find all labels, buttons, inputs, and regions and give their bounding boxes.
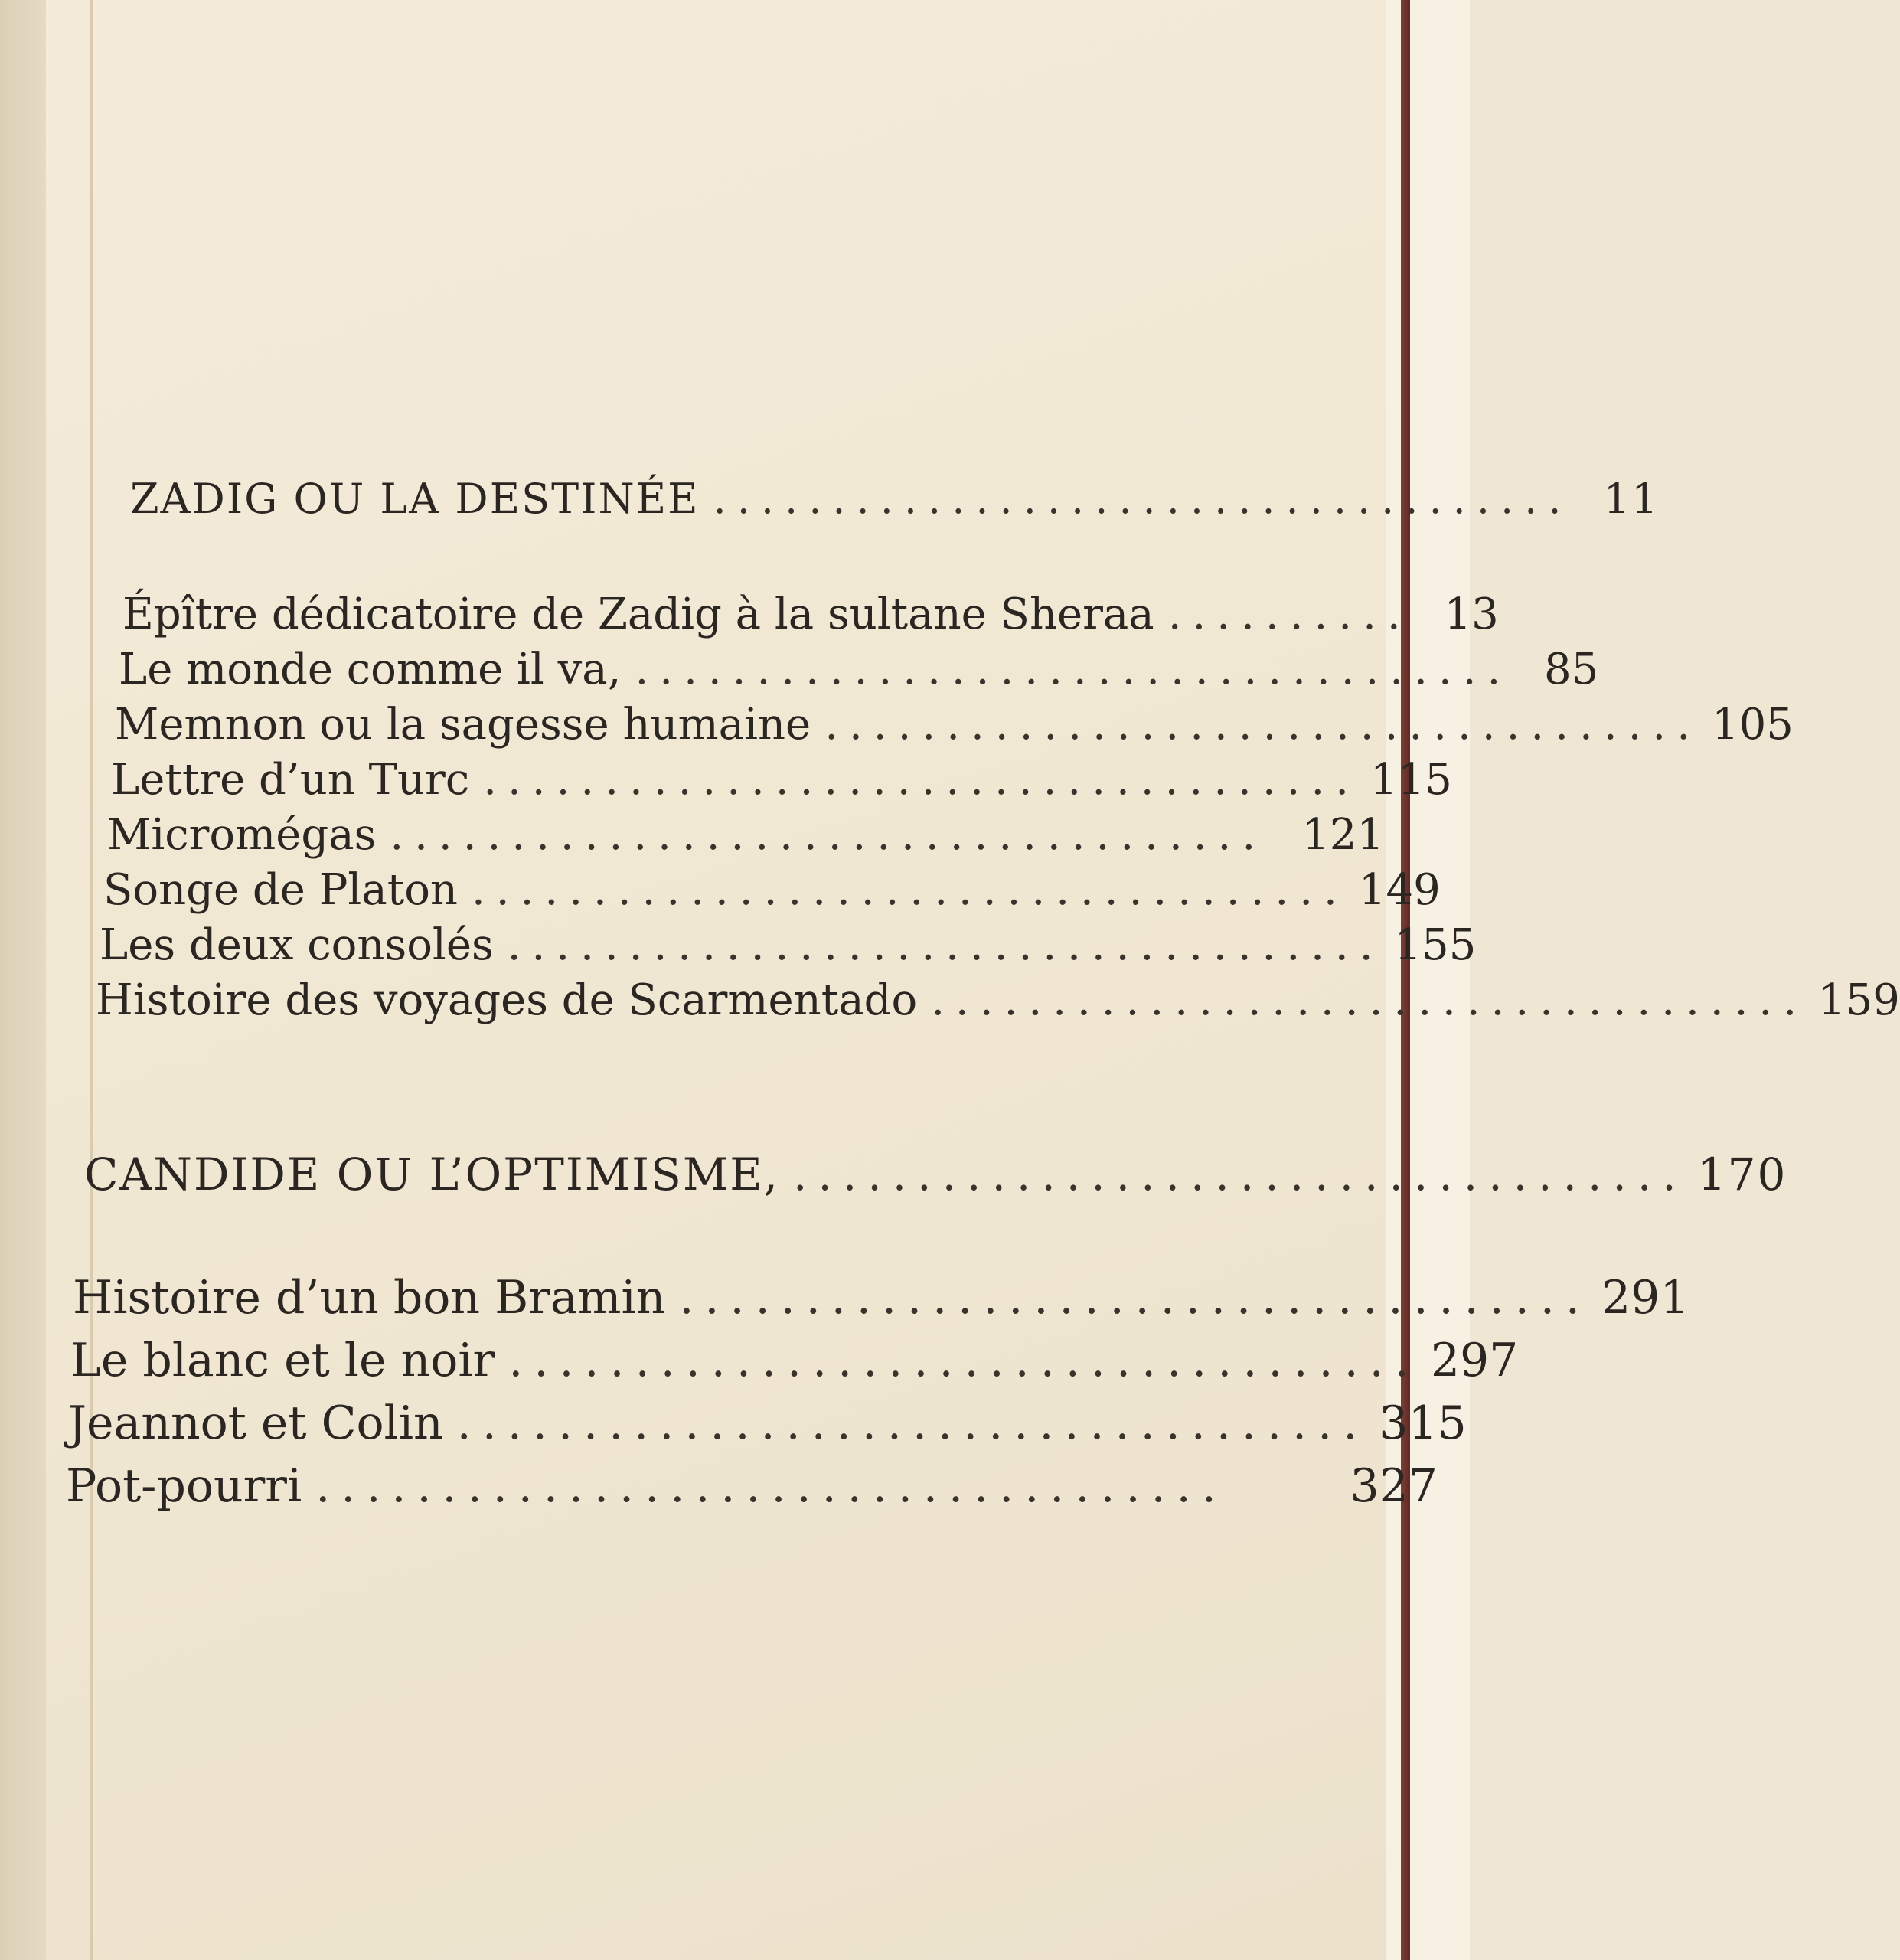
toc-section-candide [84,1148,1787,1200]
section-title: ZADIG OU LA DESTINÉE [130,475,700,523]
entry-title: Memnon ou la sagesse humaine [115,700,811,750]
leader-dots: .................................... [483,755,1360,805]
leader-dots: .................................... [508,1334,1420,1387]
entry-page-number: 291 [1601,1271,1689,1325]
entry-page-number: 155 [1394,920,1477,970]
leader-dots: .......... [1167,590,1412,639]
toc-entry [100,920,1477,970]
leader-dots: .................................... [824,700,1702,750]
entry-title: Histoire des voyages de Scarmentado [96,975,918,1025]
spine-fold [90,0,93,1960]
entry-title: Songe de Platon [103,865,458,915]
toc-entry [73,1271,1689,1325]
leader-dots: .................................... [713,475,1572,523]
entry-title: Les deux consolés [100,920,494,970]
entry-title: Lettre d’un Turc [111,755,470,805]
leader-dots: .................................... [315,1459,1227,1513]
entry-page-number: 297 [1430,1334,1519,1387]
entry-title: Jeannot et Colin [68,1396,443,1450]
entry-title: Épître dédicatoire de Zadig à la sultane Sheraa [122,590,1154,639]
entry-title: Le monde comme il va, [119,645,622,694]
toc-entry [111,755,1452,805]
entry-page-number: 115 [1370,755,1452,805]
toc-entry [103,865,1441,915]
toc-entry [122,590,1499,639]
leader-dots: .................................... [931,975,1808,1025]
section-title: CANDIDE OU L’OPTIMISME, [84,1148,779,1200]
entry-title: Micromégas [107,810,377,860]
leader-dots: .................................... [507,920,1384,970]
entry-page-number: 327 [1350,1459,1438,1513]
entry-page-number: 105 [1712,700,1794,750]
entry-title: Le blanc et le noir [70,1334,495,1387]
leader-dots: .................................... [635,645,1512,694]
section-page-number: 170 [1697,1148,1787,1200]
entry-page-number: 121 [1302,810,1384,860]
entry-page-number: 149 [1358,865,1441,915]
toc-entry [96,975,1900,1025]
leader-dots: .................................... [679,1271,1591,1325]
leader-dots: .................................... [456,1396,1369,1450]
section-page-number: 11 [1603,475,1660,523]
entry-title: Pot-pourri [66,1459,302,1513]
entry-page-number: 315 [1379,1396,1467,1450]
leader-dots: .................................... [793,1148,1687,1200]
toc-entry [70,1334,1519,1387]
entry-page-number: 13 [1444,590,1499,639]
toc-entry [119,645,1599,694]
entry-title: Histoire d’un bon Bramin [73,1271,666,1325]
toc-entry [66,1459,1438,1513]
entry-page-number: 159 [1818,975,1900,1025]
leader-dots: .................................... [390,810,1267,860]
toc-section-zadig [130,475,1660,523]
leader-dots: .................................... [471,865,1348,915]
toc-entry [107,810,1384,860]
toc-entry [68,1396,1467,1450]
toc-entry [115,700,1794,750]
entry-page-number: 85 [1544,645,1599,694]
